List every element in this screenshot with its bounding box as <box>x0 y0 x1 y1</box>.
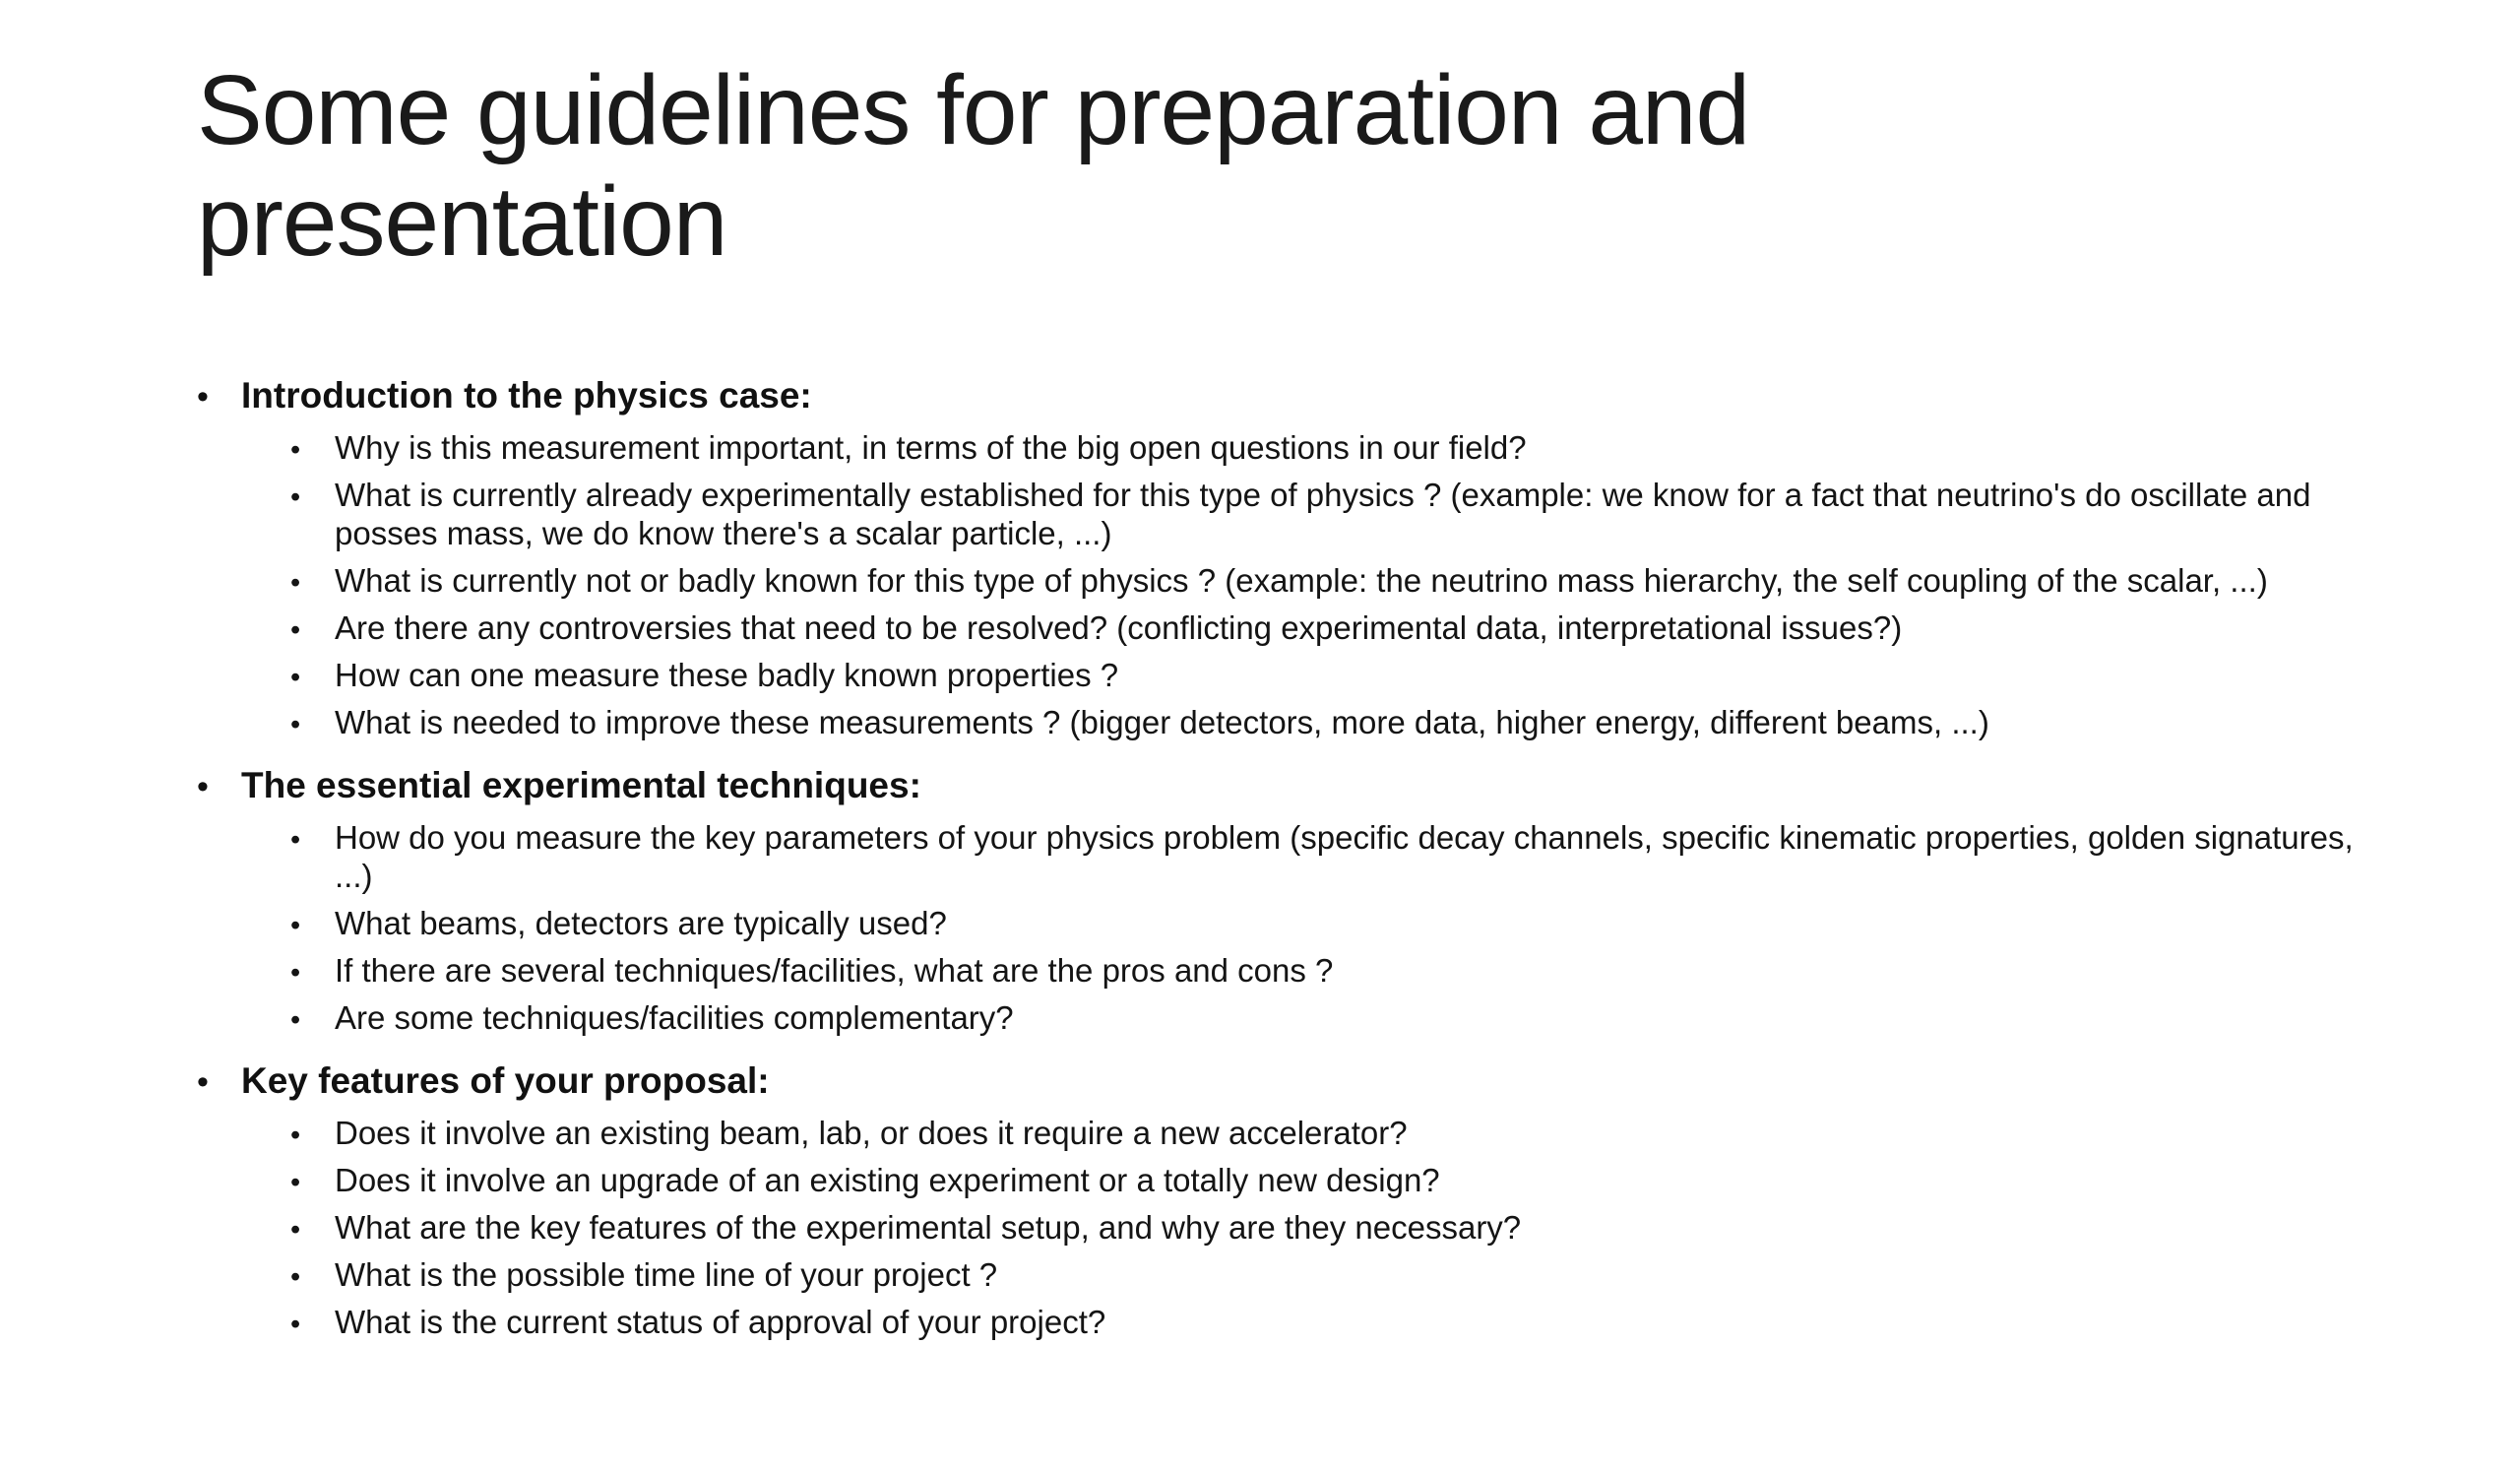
bullet-icon: • <box>290 1261 301 1294</box>
bullet-item <box>290 562 2392 601</box>
bullet-text: Are some techniques/facilities complementary? <box>335 999 1014 1037</box>
section-proposal-features <box>197 1059 2392 1342</box>
bullet-text: What is the possible time line of your project ? <box>335 1256 998 1294</box>
bullet-list <box>197 819 2392 1038</box>
bullet-item <box>290 1162 2392 1200</box>
bullet-icon: • <box>290 662 301 694</box>
bullet-item <box>290 704 2392 742</box>
bullet-text: Does it involve an upgrade of an existing experiment or a totally new design? <box>335 1162 1440 1199</box>
section-header-row <box>197 764 2392 807</box>
bullet-text: What is currently already experimentally established for this type of physics ? (example: we know for a fact that neutrino's do oscillate and posses mass, we do know there's a scalar particle, ...) <box>335 477 2311 552</box>
bullet-item <box>290 429 2392 468</box>
bullet-icon: • <box>197 767 209 805</box>
bullet-icon: • <box>290 481 301 514</box>
section-header: Key features of your proposal: <box>241 1060 770 1102</box>
slide-title <box>197 55 2402 278</box>
bullet-icon: • <box>290 1214 301 1247</box>
bullet-text: What is currently not or badly known for this type of physics ? (example: the neutrino mass hierarchy, the self coupling of the scalar, ...) <box>335 562 2268 600</box>
bullet-icon: • <box>197 1063 209 1102</box>
bullet-list <box>197 429 2392 742</box>
bullet-text: How do you measure the key parameters of your physics problem (specific decay channels, specific kinematic properties, golden signatures, ...) <box>335 819 2354 895</box>
bullet-text: What is the current status of approval of your project? <box>335 1304 1106 1341</box>
slide-title-line-1: Some guidelines for preparation and <box>197 55 1750 165</box>
bullet-item <box>290 905 2392 943</box>
bullet-icon: • <box>290 1004 301 1037</box>
bullet-text: Why is this measurement important, in terms of the big open questions in our field? <box>335 429 1527 467</box>
section-physics-case <box>197 374 2392 742</box>
section-header: Introduction to the physics case: <box>241 375 812 416</box>
section-experimental-techniques <box>197 764 2392 1038</box>
bullet-item <box>290 1304 2392 1342</box>
bullet-icon: • <box>197 378 209 416</box>
section-header: The essential experimental techniques: <box>241 764 921 805</box>
bullet-item <box>290 657 2392 695</box>
bullet-item <box>290 477 2392 553</box>
bullet-icon: • <box>290 957 301 990</box>
bullet-list <box>197 1115 2392 1342</box>
bullet-item <box>290 1209 2392 1248</box>
bullet-text: Does it involve an existing beam, lab, or does it require a new accelerator? <box>335 1115 1408 1152</box>
bullet-item <box>290 609 2392 648</box>
bullet-item <box>290 819 2392 896</box>
bullet-icon: • <box>290 567 301 600</box>
bullet-item <box>290 952 2392 991</box>
bullet-text: Are there any controversies that need to be resolved? (conflicting experimental data, interpretational issues?) <box>335 609 1903 647</box>
presentation-slide <box>0 55 2520 1473</box>
bullet-text: What are the key features of the experimental setup, and why are they necessary? <box>335 1209 1522 1247</box>
bullet-item <box>290 1256 2392 1295</box>
bullet-text: How can one measure these badly known properties ? <box>335 657 1119 694</box>
bullet-icon: • <box>290 1120 301 1152</box>
bullet-icon: • <box>290 709 301 741</box>
section-header-row <box>197 1059 2392 1103</box>
slide-title-line-2: presentation <box>197 166 727 277</box>
bullet-icon: • <box>290 1309 301 1341</box>
bullet-icon: • <box>290 1167 301 1199</box>
section-header-row <box>197 374 2392 417</box>
bullet-item <box>290 1115 2392 1153</box>
bullet-text: If there are several techniques/facilities, what are the pros and cons ? <box>335 952 1334 990</box>
slide-body <box>197 374 2392 1342</box>
bullet-icon: • <box>290 910 301 942</box>
bullet-icon: • <box>290 434 301 467</box>
bullet-item <box>290 999 2392 1038</box>
bullet-text: What is needed to improve these measurements ? (bigger detectors, more data, higher energy, different beams, ...) <box>335 704 1989 741</box>
bullet-icon: • <box>290 824 301 857</box>
bullet-text: What beams, detectors are typically used? <box>335 905 947 942</box>
bullet-icon: • <box>290 614 301 647</box>
